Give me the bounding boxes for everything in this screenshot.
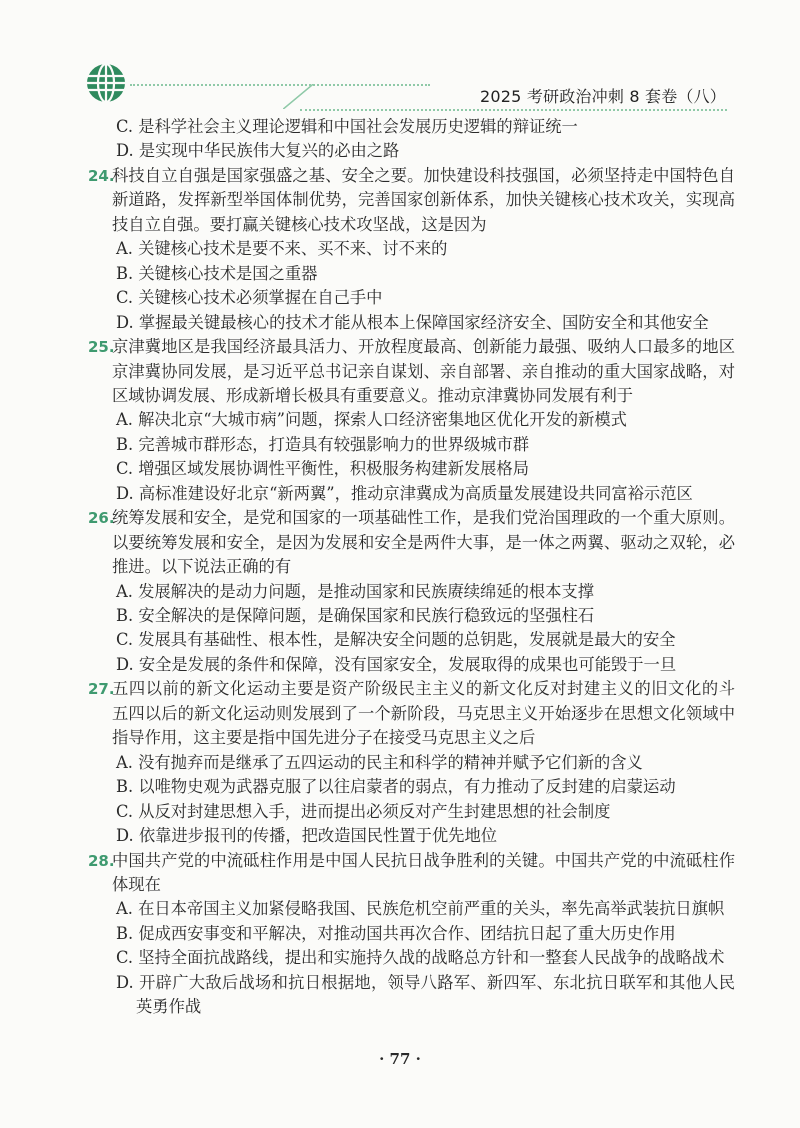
question-stem-line: 京津冀地区是我国经济最具活力、开放程度最高、创新能力最强、吸纳人口最多的地区 [112, 337, 735, 357]
question-number: 28. [88, 851, 115, 870]
option-line: B. 安全解决的是保障问题，是确保国家和民族行稳致远的坚强柱石 [116, 606, 595, 625]
option-line: D. 是实现中华民族伟大复兴的必由之路 [116, 141, 400, 161]
question-number: 25. [88, 338, 115, 357]
option-line: 英勇作战 [136, 997, 202, 1017]
option-line: D. 依靠进步报刊的传播，把改造国民性置于优先地位 [116, 826, 498, 846]
question-stem-line: 科技自立自强是国家强盛之基、安全之要。加快建设科技强国，必须坚持走中国特色自 [112, 165, 735, 185]
page-number: · 77 · [379, 1050, 421, 1068]
header-dotted-rule-slant [283, 84, 313, 109]
option-line: C. 发展具有基础性、根本性，是解决安全问题的总钥匙，发展就是最大的安全 [116, 630, 676, 650]
option-line: D. 安全是发展的条件和保障，没有国家安全，发展取得的成果也可能毁于一旦 [116, 654, 677, 674]
option-line: A. 在日本帝国主义加紧侵略我国、民族危机空前严重的关头，率先高举武装抗日旗帜 [116, 899, 725, 919]
question-number: 24. [88, 166, 115, 185]
option-line: C. 增强区域发展协调性平衡性，积极服务构建新发展格局 [116, 459, 529, 479]
option-line: B. 以唯物史观为武器克服了以往启蒙者的弱点，有力推动了反封建的启蒙运动 [116, 777, 676, 797]
globe-logo-icon [85, 62, 127, 104]
option-line: B. 关键核心技术是国之重器 [116, 263, 318, 283]
option-line: D. 高标准建设好北京“新两翼”，推动京津冀成为高质量发展建设共同富裕示范区 [116, 483, 693, 503]
option-line: B. 完善城市群形态，打造具有较强影响力的世界级城市群 [116, 434, 530, 454]
option-line: C. 关键核心技术必须掌握在自己手中 [116, 288, 383, 308]
header-dotted-rule-lower [300, 109, 727, 111]
question-stem-line: 体现在 [112, 874, 161, 894]
option-line: A. 解决北京“大城市病”问题，探索人口经济密集地区优化开发的新模式 [116, 410, 627, 430]
option-line: A. 没有抛弃而是继承了五四运动的民主和科学的精神并赋予它们新的含义 [116, 752, 643, 772]
question-stem-line: 京津冀协同发展，是习近平总书记亲自谋划、亲自部署、亲自推动的重大国家战略，对 [112, 361, 735, 381]
question-number: 26. [88, 509, 115, 528]
option-line: A. 关键核心技术是要不来、买不来、讨不来的 [116, 239, 448, 259]
question-stem-line: 技自立自强。要打赢关键核心技术攻坚战，这是因为 [112, 214, 487, 234]
question-stem-line: 指导作用，这主要是指中国先进分子在接受马克思主义之后 [112, 728, 536, 748]
option-line: D. 开辟广大敌后战场和抗日根据地，领导八路军、新四军、东北抗日联军和其他人民 [116, 972, 735, 992]
question-stem-line: 五四以后的新文化运动则发展到了一个新阶段，马克思主义开始逐步在思想文化领域中 [112, 703, 735, 723]
question-stem-line: 区域协调发展、形成新增长极具有重要意义。推动京津冀协同发展有利于 [112, 385, 634, 405]
question-stem-line: 新道路，发挥新型举国体制优势，完善国家创新体系，加快关键核心技术攻关，实现高 [112, 190, 735, 210]
option-line: A. 发展解决的是动力问题，是推动国家和民族赓续绵延的根本支撑 [116, 581, 594, 601]
option-line: C. 从反对封建思想入手，进而提出必须反对产生封建思想的社会制度 [116, 801, 611, 821]
option-line: C. 是科学社会主义理论逻辑和中国社会发展历史逻辑的辩证统一 [116, 117, 578, 136]
question-stem-line: 以要统筹发展和安全，是因为发展和安全是两件大事，是一体之两翼、驱动之双轮，必 [112, 532, 735, 552]
question-stem-line: 五四以前的新文化运动主要是资产阶级民主主义的新文化反对封建主义的旧文化的斗 [112, 679, 735, 699]
question-stem-line: 中国共产党的中流砥柱作用是中国人民抗日战争胜利的关键。中国共产党的中流砥柱作 [112, 850, 735, 870]
option-line: B. 促成西安事变和平解决，对推动国共再次合作、团结抗日起了重大历史作用 [116, 923, 676, 943]
question-stem-line: 推进。以下说法正确的有 [112, 557, 292, 577]
option-line: C. 坚持全面抗战路线，提出和实施持久战的战略总方针和一整套人民战争的战略战术 [116, 948, 725, 968]
header-dotted-rule [130, 84, 430, 86]
question-stem-line: 统筹发展和安全，是党和国家的一项基础性工作，是我们党治国理政的一个重大原则。 [112, 508, 735, 528]
header-title: 2025 考研政治冲刺 8 套卷（八） [480, 87, 726, 106]
question-number: 27. [88, 680, 115, 699]
option-line: D. 掌握最关键最核心的技术才能从根本上保障国家经济安全、国防安全和其他安全 [116, 312, 709, 332]
